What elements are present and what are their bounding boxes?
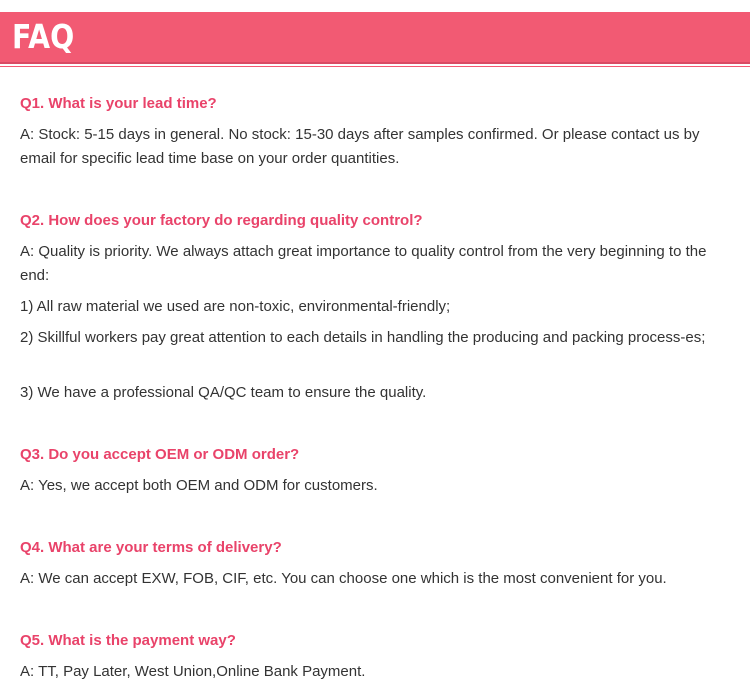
faq-answer-5: A: TT, Pay Later, West Union,Online Bank Payment. (20, 663, 366, 680)
faq-question-5: Q5. What is the payment way? (20, 632, 236, 649)
faq-question-2: Q2. How does your factory do regarding quality control? (20, 212, 423, 229)
faq-answer-2-point-1: 1) All raw material we used are non-toxic, environmental-friendly; (20, 298, 451, 315)
faq-banner (0, 12, 750, 64)
faq-question-4: Q4. What are your terms of delivery? (20, 539, 282, 556)
faq-answer-2-point-2: 2) Skillful workers pay great attention to each details in handling the producing and packing process-es; (20, 329, 706, 346)
faq-answer-1: A: Stock: 5-15 days in general. No stock: 15-30 days after samples confirmed. Or please contact us by email for specific lead time base on your order quantities. (20, 126, 700, 167)
faq-answer-3: A: Yes, we accept both OEM and ODM for customers. (20, 477, 378, 494)
faq-question-1: Q1. What is your lead time? (20, 95, 217, 112)
faq-question-3: Q3. Do you accept OEM or ODM order? (20, 446, 300, 463)
faq-answer-2-point-3: 3) We have a professional QA/QC team to ensure the quality. (20, 384, 427, 401)
banner-divider (0, 66, 750, 67)
faq-answer-4: A: We can accept EXW, FOB, CIF, etc. You can choose one which is the most convenient for you. (20, 570, 667, 587)
page-title: FAQ (12, 17, 75, 56)
faq-answer-2: A: Quality is priority. We always attach great importance to quality control from the very beginning to the end: (20, 243, 707, 284)
